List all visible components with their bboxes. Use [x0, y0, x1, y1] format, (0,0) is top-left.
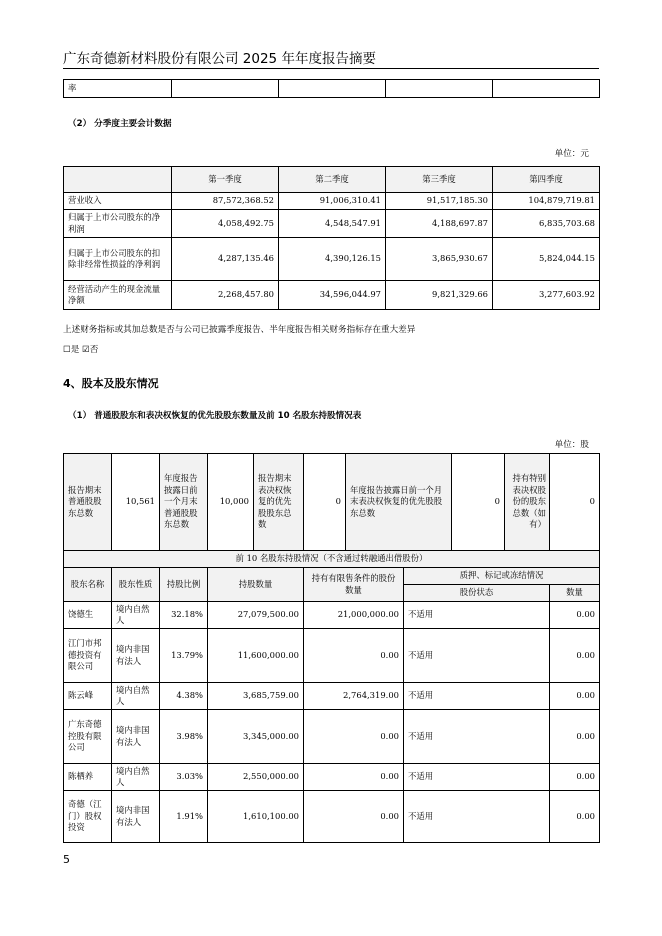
holder-restricted: 2,764,319.00: [304, 683, 404, 710]
row-label: 归属于上市公司股东的净利润: [64, 210, 172, 238]
table-cell: 4,058,492.75: [172, 210, 279, 238]
table-row: [64, 791, 600, 843]
col-header-ratio: 持股比例: [160, 568, 208, 602]
holder-ratio: 1.91%: [160, 791, 208, 843]
row-label: 营业收入: [64, 193, 172, 210]
holder-pledge-qty: 0.00: [550, 710, 600, 764]
col-header-name: 股东名称: [64, 568, 112, 602]
table-cell: 3,277,603.92: [493, 281, 600, 310]
table-header-q4: 第四季度: [493, 167, 600, 193]
holder-restricted: 0.00: [304, 629, 404, 683]
holder-name: 广东奇德控股有限公司: [64, 710, 112, 764]
table-row: [64, 629, 600, 683]
col-header-nature: 股东性质: [112, 568, 160, 602]
table-cell: 4,390,126.15: [279, 238, 386, 281]
summary-split-cell: [452, 454, 550, 551]
holder-qty: 2,550,000.00: [208, 764, 304, 791]
table-cell: 104,879,719.81: [493, 193, 600, 210]
holder-restricted: 0.00: [304, 710, 404, 764]
holder-nature: 境内非国有法人: [112, 710, 160, 764]
holder-qty: 11,600,000.00: [208, 629, 304, 683]
holder-restricted: 0.00: [304, 764, 404, 791]
table-cell: [493, 80, 600, 98]
summary-label-special-voting: 持有特别表决权股份的股东总数（如有）: [505, 454, 549, 550]
summary-value-special-voting: 0: [550, 454, 600, 551]
page-number: 5: [63, 853, 70, 866]
table-header-q1: 第一季度: [172, 167, 279, 193]
row-label: 归属于上市公司股东的扣除非经常性损益的净利润: [64, 238, 172, 281]
difference-note: 上述财务指标或其加总数是否与公司已披露季度报告、半年度报告相关财务指标存在重大差异: [63, 325, 416, 335]
holder-name: 陈栖养: [64, 764, 112, 791]
holder-qty: 3,685,759.00: [208, 683, 304, 710]
holder-pledge-status: 不适用: [404, 629, 550, 683]
holder-ratio: 13.79%: [160, 629, 208, 683]
top10-title: 前 10 名股东持股情况（不含通过转融通出借股份）: [64, 551, 600, 568]
table-cell: 4,287,135.46: [172, 238, 279, 281]
summary-value-holders: 10,561: [112, 454, 160, 551]
holder-pledge-qty: 0.00: [550, 764, 600, 791]
summary-label-preferred-prior-month: 年度报告披露日前一个月末表决权恢复的优先股股东总数: [346, 454, 452, 551]
table-header-q2: 第二季度: [279, 167, 386, 193]
summary-value-holders-prior-month: 10,000: [208, 454, 254, 551]
holder-restricted: 21,000,000.00: [304, 602, 404, 629]
table-row: [64, 281, 600, 310]
holder-pledge-status: 不适用: [404, 710, 550, 764]
table-cell: 9,821,329.66: [386, 281, 493, 310]
holder-qty: 3,345,000.00: [208, 710, 304, 764]
holder-nature: 境内自然人: [112, 764, 160, 791]
holder-name: 奇德（江门）股权投资: [64, 791, 112, 843]
section-4-title: 4、股本及股东情况: [63, 377, 159, 390]
holder-ratio: 32.18%: [160, 602, 208, 629]
table-row: [64, 238, 600, 281]
table-row: [64, 710, 600, 764]
table-cell: 5,824,044.15: [493, 238, 600, 281]
page-header-title: 广东奇德新材料股份有限公司 2025 年年度报告摘要: [63, 51, 376, 67]
summary-label-holders: 报告期末普通股股东总数: [64, 454, 112, 551]
shareholder-unit: 单位：股: [554, 440, 589, 450]
table-cell: [279, 80, 386, 98]
table-row: [64, 683, 600, 710]
holder-pledge-status: 不适用: [404, 602, 550, 629]
holder-nature: 境内非国有法人: [112, 629, 160, 683]
header-divider: [63, 68, 599, 69]
table-cell: 4,548,547.91: [279, 210, 386, 238]
col-header-restricted: 持有有限售条件的股份数量: [304, 568, 404, 602]
col-header-pledge: 质押、标记或冻结情况: [404, 568, 600, 585]
col-header-qty: 持股数量: [208, 568, 304, 602]
holder-ratio: 3.03%: [160, 764, 208, 791]
table-cell: 率: [64, 80, 172, 98]
table-row: [64, 602, 600, 629]
holder-ratio: 3.98%: [160, 710, 208, 764]
shareholder-table: [63, 453, 600, 843]
table-cell: 4,188,697.87: [386, 210, 493, 238]
summary-label-preferred: 报告期末表决权恢复的优先股股东总数: [254, 454, 304, 551]
table-cell: 6,835,703.68: [493, 210, 600, 238]
holder-nature: 境内自然人: [112, 683, 160, 710]
holder-name: 陈云峰: [64, 683, 112, 710]
quarterly-unit: 单位：元: [554, 149, 589, 159]
table-header-cell: [64, 167, 172, 193]
table-cell: 91,006,310.41: [279, 193, 386, 210]
table-row: [64, 764, 600, 791]
holder-restricted: 0.00: [304, 791, 404, 843]
holder-nature: 境内自然人: [112, 602, 160, 629]
quarterly-table: [63, 166, 600, 310]
table-cell: 34,596,044.97: [279, 281, 386, 310]
quarterly-section-title: （2） 分季度主要会计数据: [68, 119, 172, 129]
table-cell: [172, 80, 279, 98]
previous-table-tail: [63, 79, 600, 98]
section-4-subtitle: （1） 普通股股东和表决权恢复的优先股股东数量及前 10 名股东持股情况表: [68, 411, 362, 421]
holder-pledge-qty: 0.00: [550, 791, 600, 843]
table-header-q3: 第三季度: [386, 167, 493, 193]
row-label: 经营活动产生的现金流量净额: [64, 281, 172, 310]
summary-label-holders-prior-month: 年度报告披露日前一个月末普通股股东总数: [160, 454, 208, 551]
holder-pledge-qty: 0.00: [550, 602, 600, 629]
holder-qty: 1,610,100.00: [208, 791, 304, 843]
table-cell: 87,572,368.52: [172, 193, 279, 210]
table-cell: 91,517,185.30: [386, 193, 493, 210]
difference-choice: ☐是 ☑否: [63, 345, 99, 355]
table-cell: 3,865,930.67: [386, 238, 493, 281]
holder-pledge-status: 不适用: [404, 791, 550, 843]
holder-ratio: 4.38%: [160, 683, 208, 710]
summary-row: [64, 454, 600, 551]
table-cell: 2,268,457.80: [172, 281, 279, 310]
holder-pledge-status: 不适用: [404, 683, 550, 710]
holder-name: 饶德生: [64, 602, 112, 629]
holder-pledge-status: 不适用: [404, 764, 550, 791]
holder-name: 江门市邦德投资有限公司: [64, 629, 112, 683]
holder-pledge-qty: 0.00: [550, 629, 600, 683]
col-header-pledge-qty: 数量: [550, 585, 600, 602]
summary-value-preferred-prior-month: 0: [452, 454, 505, 550]
summary-value-preferred: 0: [304, 454, 346, 551]
table-row: [64, 193, 600, 210]
col-header-pledge-status: 股份状态: [404, 585, 550, 602]
table-cell: [386, 80, 493, 98]
holder-qty: 27,079,500.00: [208, 602, 304, 629]
holder-pledge-qty: 0.00: [550, 683, 600, 710]
table-row: [64, 210, 600, 238]
holder-nature: 境内非国有法人: [112, 791, 160, 843]
